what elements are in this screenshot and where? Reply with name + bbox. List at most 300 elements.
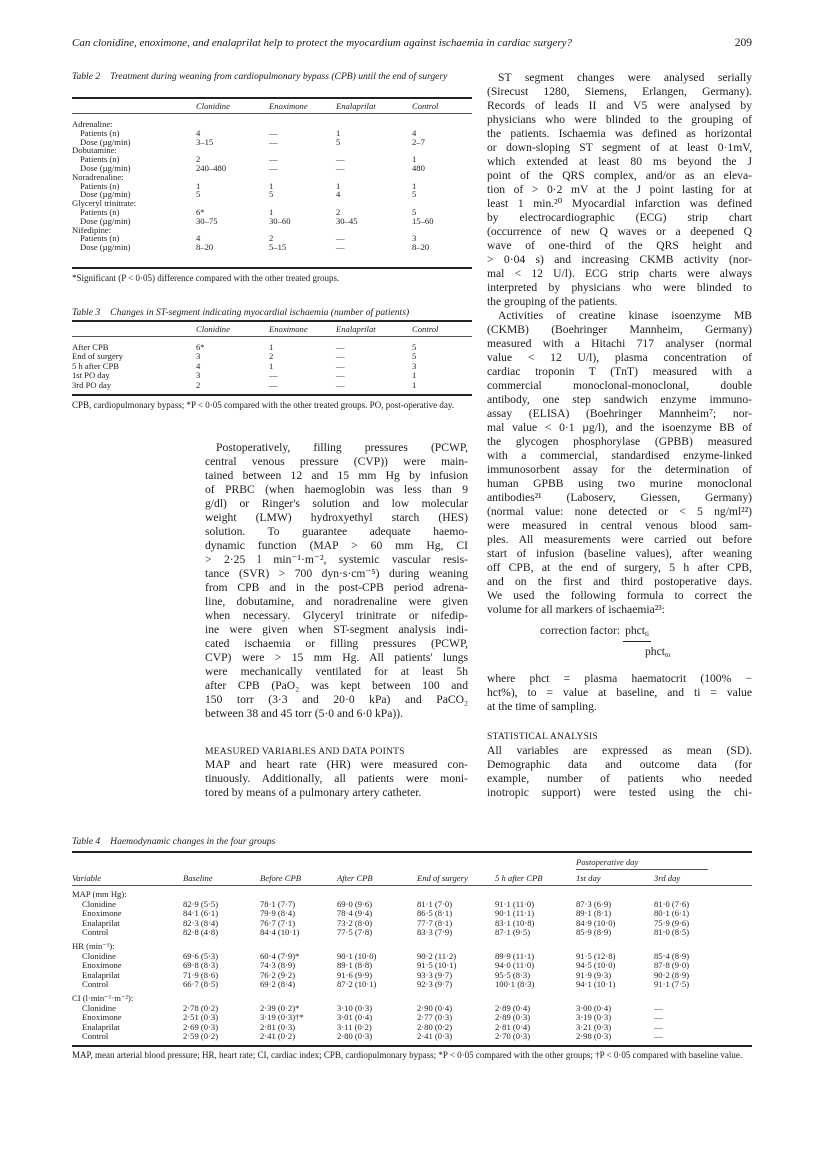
table2-column-header: Clonidine	[196, 101, 230, 111]
text-line: ST segment changes were analysed serially	[498, 71, 752, 84]
table4-cell: 79·9 (8·4)	[260, 908, 296, 919]
text-line: All variables are expressed as mean (SD).	[487, 744, 752, 757]
table4-row-label: Enoximone	[82, 1012, 122, 1023]
table2-row-label: Dose (µg/min)	[80, 163, 131, 173]
table2-row-label: Patients (n)	[80, 180, 120, 191]
text-line: were measured in central venous blood sam-	[487, 519, 752, 532]
table4-cell: —	[654, 1002, 663, 1013]
text-line: tance (SVR) > 700 dyn·s·cm⁻⁵) during weaning	[205, 567, 468, 580]
text-line: after CPB (PaO₂ was kept between 100 and	[205, 679, 468, 692]
table3-label: Table 3	[72, 307, 101, 318]
table4-cell: 91·9 (9·3)	[576, 969, 612, 980]
table3-cell: 5	[412, 342, 417, 352]
text-line: Postoperatively, filling pressures (PCWP,	[216, 441, 468, 454]
table4-cell: 60·4 (7·9)*	[260, 950, 300, 961]
table2-cell: —	[336, 242, 345, 253]
table4-cell: 82·8 (4·8)	[183, 927, 219, 938]
table2-cell: 5–15	[269, 242, 287, 253]
text-line: central venous pressure (CVP)) were main-	[205, 455, 468, 468]
numerator-text: phct	[625, 624, 646, 637]
table4-column-header: 1st day	[576, 873, 601, 883]
text-line: > 0·04 s) and increasing CKMB activity (nor-	[487, 253, 752, 266]
numerator-subscript: ti	[645, 630, 649, 638]
table4-cell: 90·1 (10·0)	[337, 950, 377, 961]
table4-cell: 100·1 (8·3)	[495, 979, 535, 990]
table3-cell: 2	[269, 351, 274, 362]
table4-row-label: Enoximone	[82, 960, 122, 971]
table4-cell: —	[654, 1021, 663, 1032]
table4-row-label: Control	[82, 979, 109, 990]
table2-cell: 1	[269, 180, 274, 191]
text-line: > 2·25 l min⁻¹·m⁻², systemic vascular resis-	[205, 553, 468, 566]
table4-caption	[72, 836, 275, 847]
table4-cell: 3·19 (0·3)†*	[260, 1012, 304, 1023]
text-line: commercial monoclonal-monoclonal, double	[487, 379, 752, 392]
text-line: CVP) were > 15 mm Hg. All patients' lungs	[205, 651, 468, 664]
text-line: which extended at least 80 ms beyond the J	[487, 155, 752, 168]
text-line: measured with a Hitachi 717 analyser (normal	[487, 337, 752, 350]
table4-cell: 83·3 (7·9)	[417, 927, 453, 938]
table4-cell: 77·5 (7·8)	[337, 927, 373, 938]
table2-label: Table 2	[72, 71, 101, 82]
table2-row-label: Dose (µg/min)	[80, 136, 131, 147]
table4-cell: 2·77 (0·3)	[417, 1012, 453, 1023]
table4-spanning-header: Postoperative day	[576, 857, 639, 867]
text-line: ine were given when ST-segment analysis indi-	[205, 623, 468, 636]
table3-cell: —	[336, 370, 345, 381]
table2-cell: 1	[196, 180, 201, 191]
table4-cell: 69·8 (8·3)	[183, 960, 219, 971]
text-line: (occurrence of new Q waves or a deepened Q	[487, 225, 752, 238]
table2-group-label: Nifedipine:	[72, 224, 112, 235]
table2-row-label: Patients (n)	[80, 154, 120, 165]
text-line: antibodies²¹ (Laboserv, Giessen, Germany)	[487, 491, 752, 504]
table4-cell: 2·78 (0·2)	[183, 1002, 219, 1013]
table2-cell: —	[336, 233, 345, 244]
denominator-subscript: to	[664, 651, 671, 659]
table3-cell: —	[336, 351, 345, 362]
table3-column-header: Enoximone	[269, 324, 308, 334]
table4-column-header: Before CPB	[260, 873, 301, 883]
table2-group-label: Glyceryl trinitrate:	[72, 198, 137, 209]
table4-cell: —	[654, 1031, 663, 1042]
text-line: inotropic support) were tested using the chi-	[487, 786, 752, 799]
text-line: (normal value: none detected or < 5 ng/ml²²)	[487, 505, 752, 518]
table3-cell: —	[336, 342, 345, 352]
text-line: (Sirecust 1280, Siemens, Erlangen, Germany).	[487, 85, 752, 98]
text-line: g/dl) or Ringer's solution and low molecular	[205, 497, 468, 510]
table4-cell: 93·3 (9·7)	[417, 969, 453, 980]
table3-cell: 3	[196, 370, 201, 381]
table4-spanning-rule	[576, 869, 708, 870]
table4-cell: 77·7 (8·1)	[417, 917, 453, 928]
table4-cell: 73·2 (8·0)	[337, 917, 373, 928]
table4-cell: 90·1 (11·1)	[495, 908, 535, 919]
table3-row-label: After CPB	[72, 342, 109, 352]
table2-row-label: Dose (µg/min)	[80, 215, 131, 226]
table4-group-label: CI (l·min⁻¹·m⁻²):	[72, 993, 134, 1003]
left-paragraph-postoperative	[205, 441, 468, 721]
table4-top-rule	[72, 851, 752, 853]
table4-row-label: Control	[82, 1031, 109, 1042]
table2-cell: 2–7	[412, 136, 425, 147]
table3-cell: 2	[196, 379, 201, 390]
table2-cell: 30–45	[336, 215, 358, 226]
table4-cell: 86·5 (8·1)	[417, 908, 453, 919]
table4-row-label: Enalaprilat	[82, 917, 120, 928]
table4-cell: 92·3 (9·7)	[417, 979, 453, 990]
table4-cell: 84·9 (10·0)	[576, 917, 616, 928]
table4-cell: 78·1 (7·7)	[260, 898, 296, 909]
page-number: 209	[734, 37, 752, 49]
table2-column-header: Enoximone	[269, 101, 308, 111]
text-line: were mechanically ventilated for at least 5h	[205, 665, 468, 678]
table4-column-header: End of surgery	[417, 873, 468, 883]
table4-cell: 91·6 (9·9)	[337, 969, 373, 980]
table4-cell: 2·89 (0·4)	[495, 1002, 531, 1013]
table4-cell: 89·1 (8·1)	[576, 908, 612, 919]
table4-cell: 2·41 (0·2)	[260, 1031, 296, 1042]
table4-row-label: Clonidine	[82, 950, 116, 961]
table4-row-label: Enalaprilat	[82, 1021, 120, 1032]
table4-cell: 2·41 (0·3)	[417, 1031, 453, 1042]
table2-row-label: Patients (n)	[80, 233, 120, 244]
right-paragraph-st-segment	[487, 71, 752, 309]
table3-cell: 3	[196, 351, 201, 362]
table2-cell: 5	[412, 207, 417, 217]
text-line: dynamic function (MAP > 60 mm Hg, CI	[205, 539, 468, 552]
table2-header-rule	[72, 113, 472, 114]
text-line: least 1 min.²⁰ Myocardial infarction was defined	[487, 197, 752, 210]
right-paragraph-ckmb	[487, 309, 752, 617]
text-line: mal < 12 U/l). ECG strip charts were always	[487, 267, 752, 280]
table2-cell: 3–15	[196, 136, 214, 147]
table4-cell: 2·59 (0·2)	[183, 1031, 219, 1042]
table2-cell: 2	[336, 207, 341, 217]
table4-cell: 84·1 (6·1)	[183, 908, 219, 919]
table4-cell: 87·8 (9·0)	[654, 960, 690, 971]
table2-group-label: Dobutamine:	[72, 145, 117, 156]
table2-cell: 8–20	[196, 242, 214, 253]
table2-cell: 240–480	[196, 163, 227, 173]
table3-cell: 6*	[196, 342, 205, 352]
formula-numerator	[623, 624, 651, 642]
text-line: point of the QRS complex, and/or as an eleva-	[487, 169, 752, 182]
table4-group-label: MAP (mm Hg):	[72, 889, 127, 899]
table4-cell: 95·5 (8·3)	[495, 969, 531, 980]
table2-cell: 15–60	[412, 215, 434, 226]
table4-cell: 94·5 (10·0)	[576, 960, 616, 971]
table4-cell: 3·00 (0·4)	[576, 1002, 612, 1013]
formula-denominator	[645, 645, 670, 659]
table3-cell: 1	[412, 379, 417, 390]
table4-cell: 3·10 (0·3)	[337, 1002, 373, 1013]
text-line: the glycogen phosphorylase (GPBB) measured	[487, 435, 752, 448]
table3-row-label: 5 h after CPB	[72, 360, 120, 371]
right-paragraph-phct	[487, 672, 752, 714]
text-line: Records of leads II and V5 were analysed by	[487, 99, 752, 112]
text-line: tion of > 0·2 mV at the J point lasting for at	[487, 183, 752, 196]
table2-cell: 4	[336, 189, 341, 200]
denominator-text: phct	[645, 645, 665, 658]
table2-cell: —	[269, 154, 278, 165]
table3-header-rule	[72, 336, 472, 337]
left-paragraph-measured	[205, 758, 468, 800]
table4-cell: 91·1 (11·0)	[495, 898, 535, 909]
table3-top-rule	[72, 320, 472, 322]
table4-cell: 89·1 (8·8)	[337, 960, 373, 971]
table2-cell: 1	[336, 127, 341, 138]
text-line: interpreted by physicians who were blinded to	[487, 281, 752, 294]
table4-column-header: Baseline	[183, 873, 213, 883]
table4-cell: 2·69 (0·3)	[183, 1021, 219, 1032]
running-header-title: Can clonidine, enoximone, and enalaprilat help to protect the myocardium against ischaemia in cardiac surgery?	[72, 37, 573, 49]
text-line: tored by means of a pulmonary artery catheter.	[205, 786, 422, 799]
table4-row-label: Clonidine	[82, 1002, 116, 1013]
table4-cell: 94·1 (10·1)	[576, 979, 616, 990]
table4-column-header: 3rd day	[654, 873, 681, 883]
table2-bottom-rule	[72, 267, 472, 269]
table2-cell: —	[269, 136, 278, 147]
table2-cell: 2	[269, 233, 274, 244]
table4-row-label: Control	[82, 927, 109, 938]
table2-column-header: Enalaprilat	[336, 101, 376, 111]
table2-cell: —	[269, 163, 278, 173]
table4-cell: 87·1 (9·5)	[495, 927, 531, 938]
table3-cell: 4	[196, 360, 201, 371]
table4-cell: 82·3 (8·4)	[183, 917, 219, 928]
table4-column-header: After CPB	[337, 873, 373, 883]
table4-cell: 82·9 (5·5)	[183, 898, 219, 909]
correction-formula	[540, 624, 651, 642]
table4-column-header: 5 h after CPB	[495, 873, 543, 883]
table2-cell: 1	[336, 180, 341, 191]
table4-bottom-rule	[72, 1045, 752, 1047]
table3-cell: —	[336, 360, 345, 371]
text-line: value < 12 U/l), plasma concentration of	[487, 351, 752, 364]
text-line: hct%), to = value at baseline, and ti = value	[487, 686, 752, 699]
table2-footnote: *Significant (P < 0·05) difference compared with the other treated groups.	[72, 273, 340, 283]
table3-column-header: Control	[412, 324, 439, 334]
table4-caption-text: Haemodynamic changes in the four groups	[110, 836, 276, 847]
text-line: cated ischaemia or filling pressures (PCWP,	[205, 637, 468, 650]
table2-row-label: Dose (µg/min)	[80, 189, 131, 200]
table2-row-label: Patients (n)	[80, 127, 120, 138]
table2-cell: 5	[412, 189, 417, 200]
text-line: weight (LMW) hydroxyethyl starch (HES)	[205, 511, 468, 524]
table2-caption	[72, 71, 472, 82]
text-line: the grouping of the patients.	[487, 295, 618, 308]
table4-cell: 2·70 (0·3)	[495, 1031, 531, 1042]
table4-cell: 78·4 (9·4)	[337, 908, 373, 919]
table4-group-label: HR (min⁻¹):	[72, 941, 115, 951]
table4-cell: 81·0 (8·5)	[654, 927, 690, 938]
table4-cell: 3·21 (0·3)	[576, 1021, 612, 1032]
table4-cell: 2·51 (0·3)	[183, 1012, 219, 1023]
text-line: human GPBB using two murine monoclonal	[487, 477, 752, 490]
table2-cell: 4	[412, 127, 417, 138]
text-line: volume for all markers of ischaemia²³:	[487, 603, 665, 616]
table4-cell: 66·7 (8·5)	[183, 979, 219, 990]
text-line: the patients. Ischaemia was defined as horizontal	[487, 127, 752, 140]
formula-label: correction factor:	[540, 624, 621, 637]
text-line: 150 torr (3·3 and 20·0 kPa) and PaCO₂	[205, 693, 468, 706]
table2-cell: 2	[196, 154, 201, 165]
table4-cell: 2·39 (0·2)*	[260, 1002, 300, 1013]
table4-cell: 76·7 (7·1)	[260, 917, 296, 928]
table2-cell: 30–60	[269, 215, 291, 226]
text-line: cardiac troponin T (TnT) measured with a	[487, 365, 752, 378]
table4-cell: 91·5 (10·1)	[417, 960, 457, 971]
text-line: We used the following formula to correct the	[487, 589, 752, 602]
table4-header-rule	[72, 885, 752, 886]
table4-cell: 2·81 (0·3)	[260, 1021, 296, 1032]
table2-cell: 5	[196, 189, 201, 200]
text-line: with a commercial, standardised enzyme-linked	[487, 449, 752, 462]
table2-column-header: Control	[412, 101, 439, 111]
text-line: example, number of patients who needed	[487, 772, 752, 785]
table3-cell: —	[336, 379, 345, 390]
table2-cell: 3	[412, 233, 417, 244]
table3-cell: 1	[269, 360, 274, 371]
table2-cell: 4	[196, 233, 201, 244]
text-line: physicians who were blinded to the grouping of	[487, 113, 752, 126]
table3-bottom-rule	[72, 394, 472, 396]
text-line: tained between 12 and 15 mm Hg by infusion	[205, 469, 468, 482]
table3-row-label: 3rd PO day	[72, 379, 112, 390]
text-line: assay (ELISA) (Boehringer Mannheim⁷; nor-	[487, 407, 752, 420]
text-line: ples. All measurements were carried out before	[487, 533, 752, 546]
table4-cell: 85·4 (8·9)	[654, 950, 690, 961]
section-heading-measured-variables: MEASURED VARIABLES AND DATA POINTS	[205, 746, 405, 757]
text-line: by electrocardiographic (ECG) strip chart	[487, 211, 752, 224]
table4-cell: 74·3 (8·9)	[260, 960, 296, 971]
text-line: start of infusion (baseline values), after weaning	[487, 547, 752, 560]
text-line: (CKMB) (Boehringer Mannheim, Germany)	[487, 323, 752, 336]
table4-cell: 2·90 (0·4)	[417, 1002, 453, 1013]
table4-cell: 2·89 (0·3)	[495, 1012, 531, 1023]
table2-row-label: Patients (n)	[80, 207, 120, 217]
table4-cell: 80·1 (6·1)	[654, 908, 690, 919]
table4-cell: 2·80 (0·3)	[337, 1031, 373, 1042]
table2-cell: 30–75	[196, 215, 218, 226]
table4-cell: 76·2 (9·2)	[260, 969, 296, 980]
table4-cell: —	[654, 1012, 663, 1023]
text-line: MAP and heart rate (HR) were measured con-	[205, 758, 468, 771]
table4-cell: 69·6 (5·3)	[183, 950, 219, 961]
text-line: Demographic data and outcome data (for	[487, 758, 752, 771]
text-line: wave of one-third of the QRS height and	[487, 239, 752, 252]
table4-row-label: Enalaprilat	[82, 969, 120, 980]
table3-cell: 1	[412, 370, 417, 381]
text-line: from CPB and in the post-CPB period adrena-	[205, 581, 468, 594]
table2-cell: 4	[196, 127, 201, 138]
table3-column-header: Enalaprilat	[336, 324, 376, 334]
table4-cell: 3·19 (0·3)	[576, 1012, 612, 1023]
table2-group-label: Noradrenaline:	[72, 171, 124, 182]
table3-footnote: CPB, cardiopulmonary bypass; *P < 0·05 compared with the other treated groups. PO, post-operative day.	[72, 400, 455, 410]
table2-row-label: Dose (µg/min)	[80, 242, 131, 253]
table4-label: Table 4	[72, 836, 101, 847]
table4-cell: 3·01 (0·4)	[337, 1012, 373, 1023]
table3-caption	[72, 307, 492, 318]
table2-cell: 6*	[196, 207, 205, 217]
table2-cell: 1	[269, 207, 274, 217]
table3-column-header: Clonidine	[196, 324, 230, 334]
table2-cell: 1	[412, 154, 417, 165]
text-line: where phct = plasma haematocrit (100% −	[487, 672, 752, 685]
table4-cell: 3·11 (0·2)	[337, 1021, 372, 1032]
text-line: line, dobutamine, and noradrenaline were given	[205, 595, 468, 608]
table4-cell: 91·1 (7·5)	[654, 979, 690, 990]
text-line: of PRBC (when haemoglobin was less than 9	[205, 483, 468, 496]
text-line: solution. To guarantee adequate haemo-	[205, 525, 468, 538]
table2-cell: 5	[336, 136, 341, 147]
right-paragraph-statistics	[487, 744, 752, 800]
table4-cell: 69·2 (8·4)	[260, 979, 296, 990]
table2-caption-text: Treatment during weaning from cardiopulmonary bypass (CPB) until the end of surgery	[110, 71, 448, 82]
table4-cell: 75·9 (9·6)	[654, 917, 690, 928]
table4-column-header: Variable	[72, 873, 102, 883]
table2-cell: —	[336, 163, 345, 173]
table2-cell: 1	[412, 180, 417, 191]
table2-group-label: Adrenaline:	[72, 119, 113, 129]
text-line: when necessary. Glyceryl trinitrate or nifedip-	[205, 609, 468, 622]
table4-row-label: Clonidine	[82, 898, 116, 909]
section-heading-statistical-analysis: STATISTICAL ANALYSIS	[487, 731, 598, 742]
table4-cell: 84·4 (10·1)	[260, 927, 300, 938]
text-line: tinuously. Additionally, all patients were moni-	[205, 772, 468, 785]
text-line: off CPB, at the end of surgery, 5 h after CPB,	[487, 561, 752, 574]
table4-cell: 83·1 (10·8)	[495, 917, 535, 928]
table4-cell: 89·9 (11·1)	[495, 950, 535, 961]
table4-cell: 91·5 (12·8)	[576, 950, 616, 961]
table3-cell: 5	[412, 351, 417, 362]
table3-cell: 1	[269, 342, 274, 352]
table4-cell: 94·0 (11·0)	[495, 960, 535, 971]
table4-cell: 2·81 (0·4)	[495, 1021, 531, 1032]
table3-caption-text: Changes in ST-segment indicating myocardial ischaemia (number of patients)	[110, 307, 410, 318]
text-line: between 38 and 45 torr (5·0 and 6·0 kPa)).	[205, 707, 403, 720]
table4-cell: 71·9 (8·6)	[183, 969, 219, 980]
table2-cell: 5	[269, 189, 274, 200]
table2-cell: —	[336, 154, 345, 165]
table4-row-label: Enoximone	[82, 908, 122, 919]
table2-cell: 8–20	[412, 242, 430, 253]
text-line: immunosorbent assay for the determination of	[487, 463, 752, 476]
table4-cell: 81·1 (7·0)	[417, 898, 453, 909]
table4-cell: 90·2 (11·2)	[417, 950, 457, 961]
text-line: or down-sloping ST segment of at least 0·1mV,	[487, 141, 752, 154]
text-line: mal value < 0·1 µg/l), and the isoenzyme BB of	[487, 421, 752, 434]
text-line: Activities of creatine kinase isoenzyme MB	[498, 309, 752, 322]
table4-cell: 85·9 (8·9)	[576, 927, 612, 938]
table4-cell: 2·80 (0·2)	[417, 1021, 453, 1032]
table2-top-rule	[72, 97, 472, 99]
text-line: antibody, one step sandwich enzyme immuno-	[487, 393, 752, 406]
table3-cell: 3	[412, 360, 417, 371]
table2-cell: —	[269, 127, 278, 138]
table2-cell: 480	[412, 163, 425, 173]
table3-cell: —	[269, 370, 278, 381]
table3-row-label: End of surgery	[72, 351, 123, 362]
table4-cell: 87·2 (10·1)	[337, 979, 377, 990]
table4-cell: 2·98 (0·3)	[576, 1031, 612, 1042]
table4-cell: 81·0 (7·6)	[654, 898, 690, 909]
text-line: and on the first and third postoperative days.	[487, 575, 752, 588]
table3-row-label: 1st PO day	[72, 370, 110, 381]
table4-footnote: MAP, mean arterial blood pressure; HR, heart rate; CI, cardiac index; CPB, cardiopulmonary bypass; *P < 0·05 compared with the other groups; †P < 0·05 compared with baseline value.	[72, 1050, 743, 1060]
